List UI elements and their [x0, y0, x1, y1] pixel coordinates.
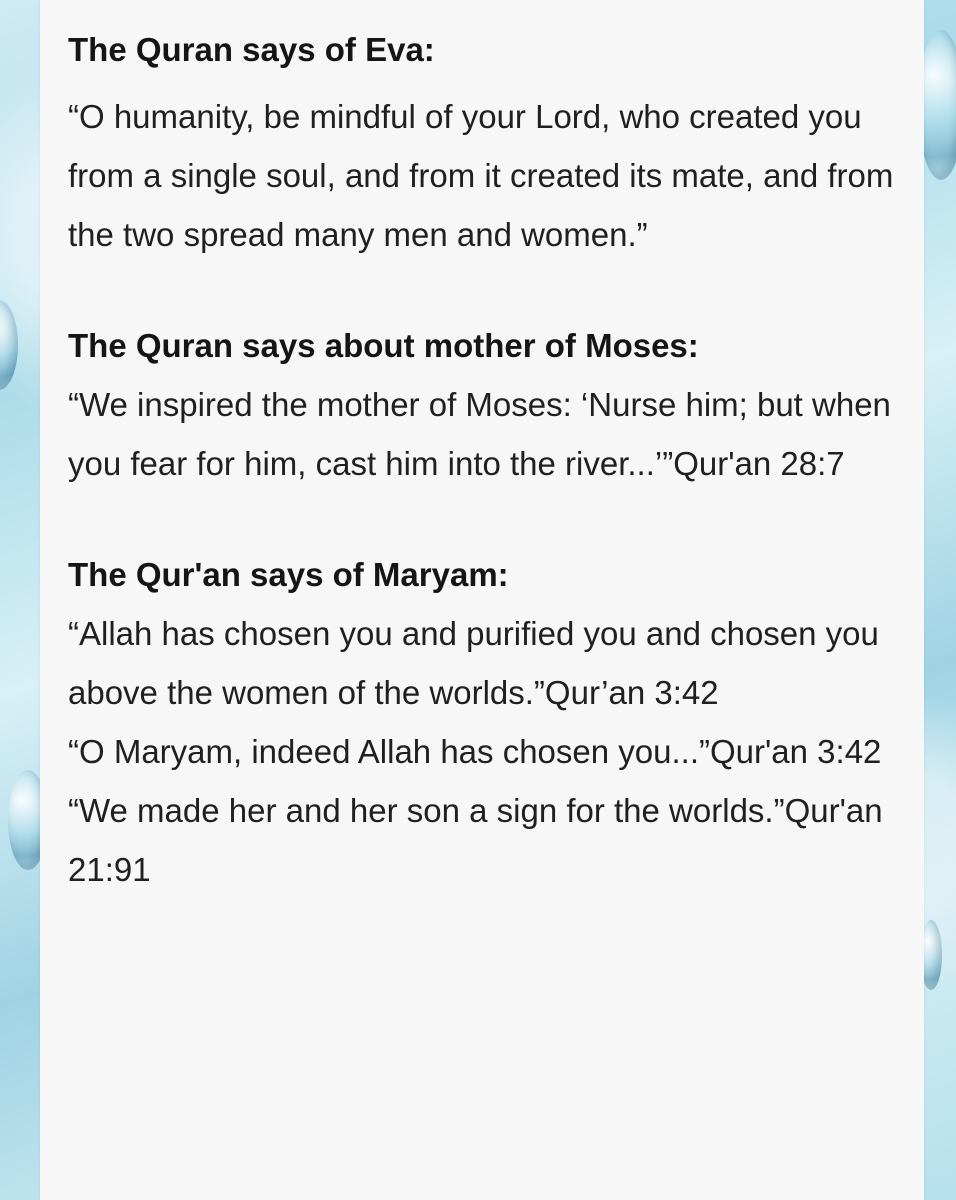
bubble-decoration-icon	[0, 300, 18, 390]
text-card	[40, 0, 924, 1200]
water-background-right	[924, 0, 956, 1200]
bubble-decoration-icon	[924, 920, 942, 990]
section-heading: The Qur'an says of Maryam:	[68, 556, 509, 593]
section-heading: The Quran says of Eva:	[68, 31, 435, 68]
spacer	[68, 264, 900, 316]
quote-text: “Allah has chosen you and purified you and chosen you above the women of the worlds.”Qur’an 3:42	[68, 615, 879, 711]
bubble-decoration-icon	[8, 770, 40, 870]
section-eva	[68, 20, 900, 264]
quote-text: “O Maryam, indeed Allah has chosen you...”Qur'an 3:42	[68, 733, 882, 770]
quote-text: “O humanity, be mindful of your Lord, who created you from a single soul, and from it created its mate, and from the two spread many men and women.”	[68, 98, 894, 253]
spacer	[68, 493, 900, 545]
quote-text: “We made her and her son a sign for the worlds.”Qur'an 21:91	[68, 792, 883, 888]
section-mother-of-moses	[68, 316, 900, 493]
quote-content	[68, 20, 900, 899]
section-heading: The Quran says about mother of Moses:	[68, 327, 699, 364]
section-maryam	[68, 545, 900, 899]
bubble-decoration-icon	[924, 30, 956, 180]
quote-text: “We inspired the mother of Moses: ‘Nurse him; but when you fear for him, cast him into the river...’”Qur'an 28:7	[68, 386, 891, 482]
water-background-left	[0, 0, 40, 1200]
